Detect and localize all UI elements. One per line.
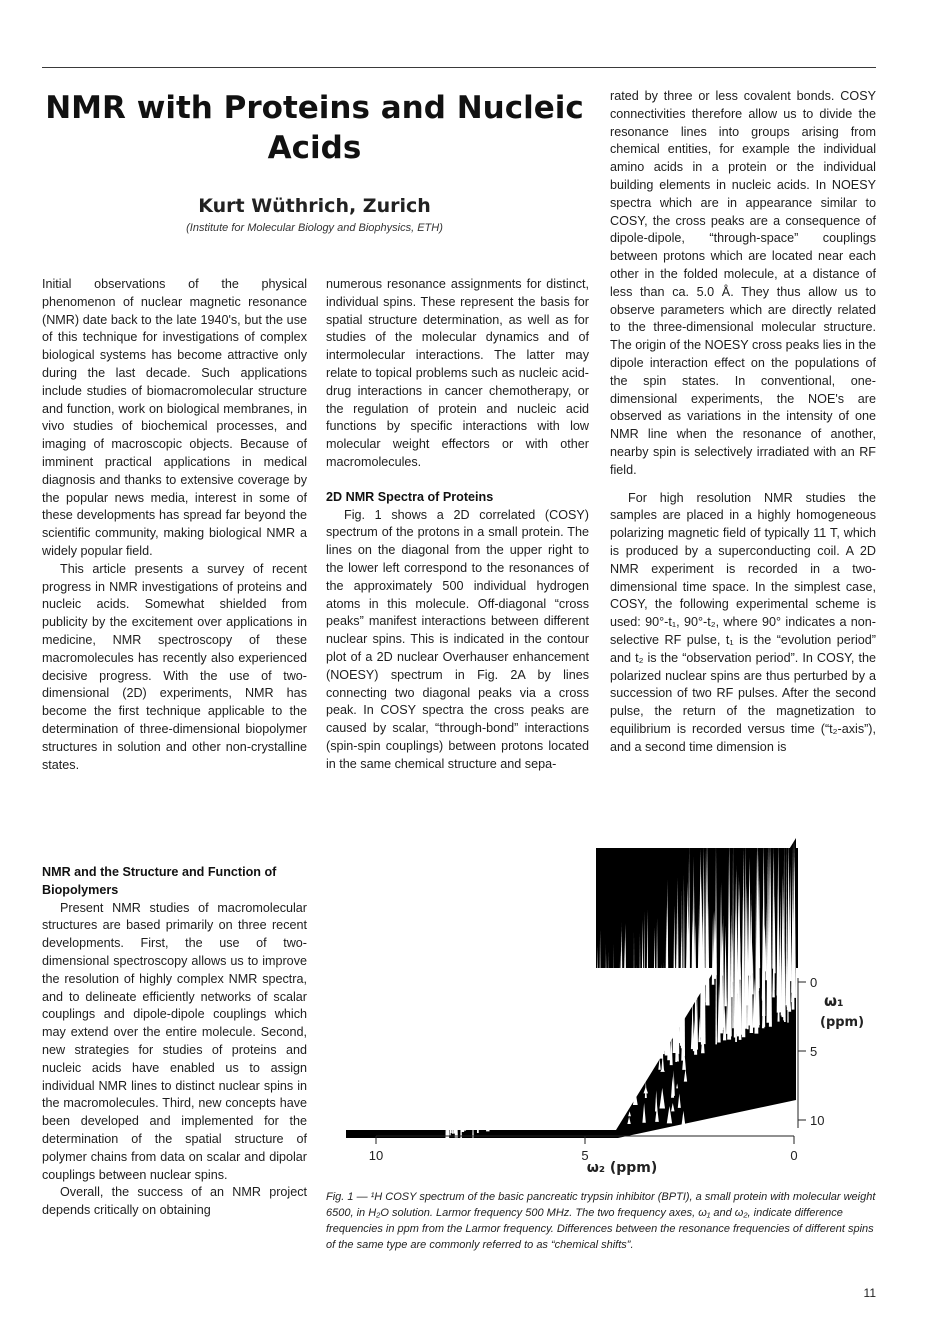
x-tick-label-10: 10	[368, 1148, 384, 1163]
spectrum-peak	[438, 1089, 442, 1107]
spectrum-peak	[378, 1058, 380, 1080]
spectrum-peak	[447, 1084, 448, 1107]
spectrum-peak	[456, 1091, 459, 1112]
spectrum-peak	[429, 1050, 433, 1072]
spectrum-peak	[423, 1112, 426, 1117]
spectrum-peak	[564, 994, 566, 1088]
spectrum-peak	[399, 1076, 401, 1101]
top-rule	[42, 67, 876, 68]
paragraph-high-resolution: For high resolution NMR studies the samples are placed in a highly homogeneous polarizing magnetic field of typically 11 T, which is produced by a superconducting coil. A 2D NMR experiment is recorded in a two-dimensional time space. In the simplest case, COSY, the following experimental scheme is used: 90°-t₁, 90°-t₂, where 90° indicates a non-selective RF pulse, t₁ is the “evolution period” and t₂ is the “observation period”. In COSY, the polarized nuclear spins are thus perturbed by a succession of two RF pulses. After the second pulse, the return of the magnetization to equilibrium is recorded versus time (“t₂-axis”), and a second time dimension is	[610, 490, 876, 754]
spectrum-peak	[587, 1086, 592, 1103]
spectrum-peak	[371, 1065, 373, 1080]
spectrum-peak	[410, 1098, 414, 1118]
spectrum-peak	[555, 1120, 560, 1127]
spectrum-peak	[472, 1113, 473, 1138]
spectrum-peak	[440, 1081, 442, 1088]
spectrum-peak	[573, 1059, 575, 1073]
column-1-bottom	[42, 864, 307, 1220]
y-tick-label-5: 5	[810, 1044, 818, 1059]
section-heading-2d-nmr: 2D NMR Spectra of Proteins	[326, 489, 494, 504]
spectrum-peak	[635, 964, 639, 1079]
spectrum-peak	[627, 1032, 631, 1067]
paragraph-fig1: Fig. 1 shows a 2D correlated (COSY) spectrum of the protons in a small protein. The lines on the diagonal from the upper right to the lower left correspond to the resonances of the approximately 500 individual hydrogen atoms in this molecule. Off-diagonal “cross peaks” manifest interactions between different nuclear spins. This is indicated in the contour plot of a 2D nuclear Overhauser enhancement (NOESY) spectrum in Fig. 2A by lines connecting two diagonal peaks via a cross peak. In COSY spectra the cross peaks are caused by scalar, “through-bond” interactions (spin-spin couplings) between protons located in the same chemical structure and sepa-	[326, 507, 589, 771]
spectrum-peak	[477, 1070, 479, 1133]
spectrum-peak	[554, 1039, 557, 1106]
spectrum-peak	[550, 988, 553, 1099]
spectrum-peak	[460, 1072, 462, 1140]
spectrum-peak	[622, 1093, 625, 1112]
spectrum-peak	[467, 1097, 469, 1129]
spectrum-peak	[401, 1080, 404, 1095]
figure-caption: Fig. 1 — ¹H COSY spectrum of the basic pancreatic trypsin inhibitor (BPTI), a small protein with molecular weight 6500, in H₂O solution. Larmor frequency 500 MHz. The two frequency axes, ω₁ and ω₂, indicate difference frequencies in ppm from the Larmor frequency. Differences between the resonance frequencies of different spins of the same type are commonly referred to as “chemical shifts”.	[326, 1191, 876, 1251]
spectrum-peak	[365, 1068, 368, 1088]
spectrum-peak	[559, 1117, 563, 1125]
spectrum-peak	[433, 1084, 436, 1121]
spectrum-peak	[565, 1107, 568, 1129]
spectrum-peak	[538, 1011, 540, 1100]
spectrum-peak	[425, 1043, 427, 1102]
section-heading-structure: NMR and the Structure and Function of Biopolymers	[42, 865, 277, 897]
paragraph-intro: Initial observations of the physical phenomenon of nuclear magnetic resonance (NMR) date back to the late 1940's, but the use of this technique for investigations of complex biological systems has become attractive only during the last decade. Such applications include studies of biomacromolecular structure and function, work on biological membranes, in vivo studies of biochemical processes, and imaging of macroscopic objects. Because of imminent practical applications in medical diagnosis and thanks to extensive coverage by the popular news media, interest in some of these developments has spread far beyond the scientific community, making biological NMR a widely popular field.	[42, 277, 307, 558]
column-1-top	[42, 276, 307, 774]
y-axis-label-symbol: ω₁	[824, 992, 844, 1010]
spectrum-peak	[413, 1056, 416, 1070]
spectrum-peak	[421, 1090, 423, 1109]
spectrum-peak	[591, 984, 594, 1076]
spectrum-peak	[581, 1116, 586, 1127]
spectrum-peak	[469, 1090, 471, 1097]
spectrum-peak	[509, 1057, 513, 1080]
page-number: 11	[863, 1286, 876, 1300]
paragraph-developments: Present NMR studies of macromolecular structures are based primarily on three recent developments. First, the use of two-dimensional spectroscopy allows us to improve the resolution of highly complex NMR spectra, and to delineate efficiently networks of scalar couplings and dipole-dipole couplings which may extend over the entire molecule. Second, new strategies for studies of proteins and nucleic acids have enabled us to assign individual NMR lines to distinct nuclear spins in the macromolecules. Third, new concepts have been developed and implemented for the determination of the spatial structure of polymer chains from data on scalar and dipolar couplings between nuclear spins.	[42, 900, 307, 1182]
spectrum-peak	[515, 1069, 516, 1114]
y-tick-label-10: 10	[810, 1113, 825, 1128]
paragraph-noesy: rated by three or less covalent bonds. COSY connectivities therefore allow us to divide the resonance lines into groups arising from chemical entities, for example the individual amino acids in a protein or the individual building elements in nucleic acids. In NOESY spectra which are in appearance similar to COSY, the cross peaks are a consequence of dipole-dipole, “through-space” couplings between protons which are located near each other in the folded molecule, at a distance of less than ca. 5.0 Å. They thus allow us to observe parameters which are directly related to the three-dimensional molecular structure. The origin of the NOESY cross peaks lies in the dipole interaction effect on the populations of the spin states. In conventional, one-dimensional experiments, the NOE's are observed as variations in the intensity of one NMR line when the resonance of another, nearby spin is selectively irradiated with an RF field.	[610, 89, 876, 477]
affiliation: (Institute for Molecular Biology and Biophysics, ETH)	[186, 222, 443, 234]
spectrum-peak	[571, 1041, 573, 1088]
y-tick-label-0: 0	[810, 975, 818, 990]
spectrum-peak	[395, 1105, 399, 1128]
article-title: NMR with Proteins and Nucleic Acids	[45, 90, 584, 166]
spectrum-peak	[517, 1093, 519, 1121]
spectrum-peak	[606, 1100, 610, 1112]
spectrum-peak	[411, 1066, 413, 1081]
spectrum-peak	[445, 1069, 450, 1074]
x-tick-label-0: 0	[790, 1148, 798, 1163]
x-axis-label: ω₂ (ppm)	[586, 1160, 658, 1176]
spectrum-peak	[611, 1103, 613, 1113]
figure-1	[326, 838, 886, 1180]
x-tick-label-5: 5	[581, 1148, 589, 1163]
spectrum-peak	[480, 1081, 485, 1101]
column-2	[326, 276, 589, 774]
column-3	[610, 88, 876, 756]
paragraph-overall: Overall, the success of an NMR project depends critically on obtaining	[42, 1185, 307, 1218]
paragraph-assignments: numerous resonance assignments for distinct, individual spins. These represent the basis for spatial structure determination, as well as for studies of the molecular dynamics and of intermolecular interactions. The latter may relate to topical problems such as nucleic acid-drug interactions in cancer chemotherapy, or the regulation of protein and nucleic acid functions by specific interactions with low molecular weight effectors or with other macromolecules.	[326, 277, 589, 469]
spectrum-peak	[485, 1047, 487, 1094]
spectrum-peak	[638, 1080, 643, 1086]
spectrum-peak	[442, 1064, 444, 1117]
spectrum-peak	[586, 1024, 590, 1088]
spectrum-peak	[470, 1097, 473, 1125]
spectrum-peak	[611, 987, 615, 1085]
cosy-spectrum-plot	[326, 838, 886, 1180]
spectrum-peak	[418, 1086, 420, 1095]
spectrum-peak	[452, 1087, 453, 1134]
spectrum-peak	[376, 1084, 378, 1101]
spectrum-peak	[464, 1088, 466, 1097]
author-line: Kurt Wüthrich, Zurich	[198, 195, 431, 217]
spectrum-peak	[445, 1081, 447, 1115]
paragraph-survey: This article presents a survey of recent progress in NMR investigations of proteins and nucleic acids. Somewhat shielded from publicity by the excitement over applications in medicine, NMR spectroscopy of these macromolecules has recently also experienced decisive progress. With the use of two-dimensional (2D) experiments, NMR has become the first technique applicable to the determination of three-dimensional biopolymer structures in solution and other non-crystalline states.	[42, 561, 307, 772]
spectrum-peak	[466, 1052, 468, 1071]
spectrum-peak	[431, 1103, 433, 1112]
spectrum-peak	[621, 1083, 627, 1091]
spectrum-peak	[474, 1094, 476, 1122]
spectrum-peak	[441, 1096, 446, 1108]
spectrum-peak	[475, 1076, 478, 1093]
y-axis-label-unit: (ppm)	[820, 1015, 865, 1030]
spectrum-peak	[394, 1050, 396, 1072]
spectrum-peak	[449, 1107, 451, 1112]
